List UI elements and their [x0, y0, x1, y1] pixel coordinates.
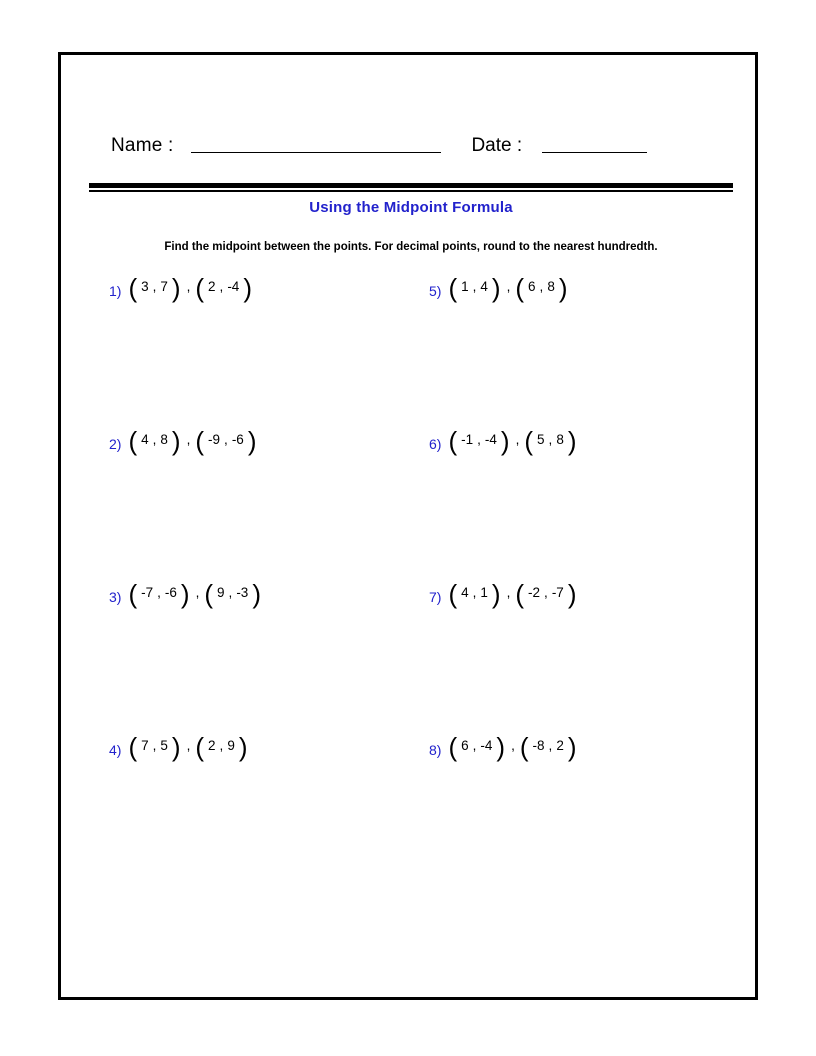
point2-y: -7: [551, 585, 564, 600]
point2-x: 2: [208, 738, 216, 753]
point1-y: 8: [160, 432, 168, 447]
problem-number: 1): [109, 282, 122, 299]
problem-expression: ( 4 , 8 ) , ( -9 , -6 ): [128, 425, 257, 456]
problem-number: 4): [109, 741, 122, 758]
point2-x: 6: [528, 279, 536, 294]
point2-comma: ,: [548, 432, 553, 447]
problem-number: 6): [429, 435, 442, 452]
point2-y: 9: [227, 738, 235, 753]
divider-thick: [89, 183, 733, 188]
point2-x: -9: [208, 432, 221, 447]
point2-x: 2: [208, 279, 216, 294]
point1-y: 4: [480, 279, 488, 294]
date-input-blank[interactable]: [542, 151, 647, 153]
point-separator: ,: [511, 738, 515, 753]
point2-y: -3: [236, 585, 249, 600]
problem-item: [429, 425, 759, 585]
point2-y: -6: [231, 432, 244, 447]
point-separator: ,: [506, 279, 511, 294]
problem-item: [109, 578, 442, 738]
point1-comma: ,: [152, 279, 157, 294]
point2-comma: ,: [228, 585, 233, 600]
point2-comma: ,: [548, 738, 553, 753]
point2-x: 9: [217, 585, 225, 600]
point1-x: 4: [141, 432, 149, 447]
problems-column-left: [109, 272, 442, 891]
header-row: [111, 123, 711, 157]
point2-x: -8: [532, 738, 545, 753]
name-label: Name :: [111, 135, 174, 156]
problem-item: [429, 272, 759, 432]
point-separator: ,: [186, 279, 191, 294]
point-separator: ,: [186, 738, 191, 753]
page-title: Using the Midpoint Formula: [309, 199, 513, 216]
point2-comma: ,: [544, 585, 548, 600]
problem-expression: ( 3 , 7 ) , ( 2 , -4 ): [128, 272, 252, 303]
point1-x: -7: [141, 585, 154, 600]
point1-x: 7: [141, 738, 149, 753]
point1-comma: ,: [472, 585, 477, 600]
point2-comma: ,: [219, 738, 224, 753]
problem-item: [429, 731, 759, 891]
problem-item: [109, 425, 442, 585]
problem-expression: ( -7 , -6 ) , ( 9 , -3 ): [128, 578, 261, 609]
point2-comma: ,: [539, 279, 544, 294]
instructions-text: Find the midpoint between the points. For decimal points, round to the nearest hundredth.: [164, 241, 658, 253]
point1-comma: ,: [477, 432, 481, 447]
point2-x: -2: [528, 585, 541, 600]
point1-y: 1: [480, 585, 488, 600]
problem-expression: ( -1 , -4 ) , ( 5 , 8 ): [448, 425, 577, 456]
point1-comma: ,: [152, 738, 157, 753]
divider-thin: [89, 190, 733, 192]
point2-comma: ,: [219, 279, 224, 294]
problem-number: 2): [109, 435, 122, 452]
problem-item: [429, 578, 759, 738]
point1-comma: ,: [157, 585, 161, 600]
problem-number: 8): [429, 741, 442, 758]
point1-y: -4: [480, 738, 493, 753]
name-input-blank[interactable]: [191, 151, 441, 153]
problem-expression: ( 7 , 5 ) , ( 2 , 9 ): [128, 731, 248, 762]
point1-x: 1: [461, 279, 469, 294]
point2-comma: ,: [224, 432, 228, 447]
problem-expression: ( 4 , 1 ) , ( -2 , -7 ): [448, 578, 577, 609]
problem-expression: ( 6 , -4 ) , ( -8 , 2 ): [448, 731, 577, 762]
point1-x: 3: [141, 279, 149, 294]
problem-item: [109, 731, 442, 891]
point1-y: -4: [484, 432, 497, 447]
point2-y: 2: [556, 738, 564, 753]
problems-area: [61, 272, 761, 979]
point-separator: ,: [515, 432, 520, 447]
point2-y: 8: [556, 432, 564, 447]
problem-number: 3): [109, 588, 122, 605]
problems-column-right: [429, 272, 759, 891]
point1-y: 5: [160, 738, 168, 753]
point1-comma: ,: [472, 279, 477, 294]
problem-number: 7): [429, 588, 442, 605]
point1-x: 6: [461, 738, 469, 753]
problem-number: 5): [429, 282, 442, 299]
point-separator: ,: [186, 432, 191, 447]
problem-expression: ( 1 , 4 ) , ( 6 , 8 ): [448, 272, 568, 303]
point1-comma: ,: [152, 432, 157, 447]
point1-x: -1: [461, 432, 474, 447]
date-label: Date :: [471, 135, 523, 156]
problem-item: [109, 272, 442, 432]
point1-y: -6: [164, 585, 177, 600]
point2-y: -4: [227, 279, 240, 294]
point1-y: 7: [160, 279, 168, 294]
point-separator: ,: [195, 585, 200, 600]
worksheet-page: [58, 52, 758, 1000]
point1-comma: ,: [472, 738, 477, 753]
point2-x: 5: [537, 432, 545, 447]
point1-x: 4: [461, 585, 469, 600]
point2-y: 8: [547, 279, 555, 294]
point-separator: ,: [506, 585, 511, 600]
